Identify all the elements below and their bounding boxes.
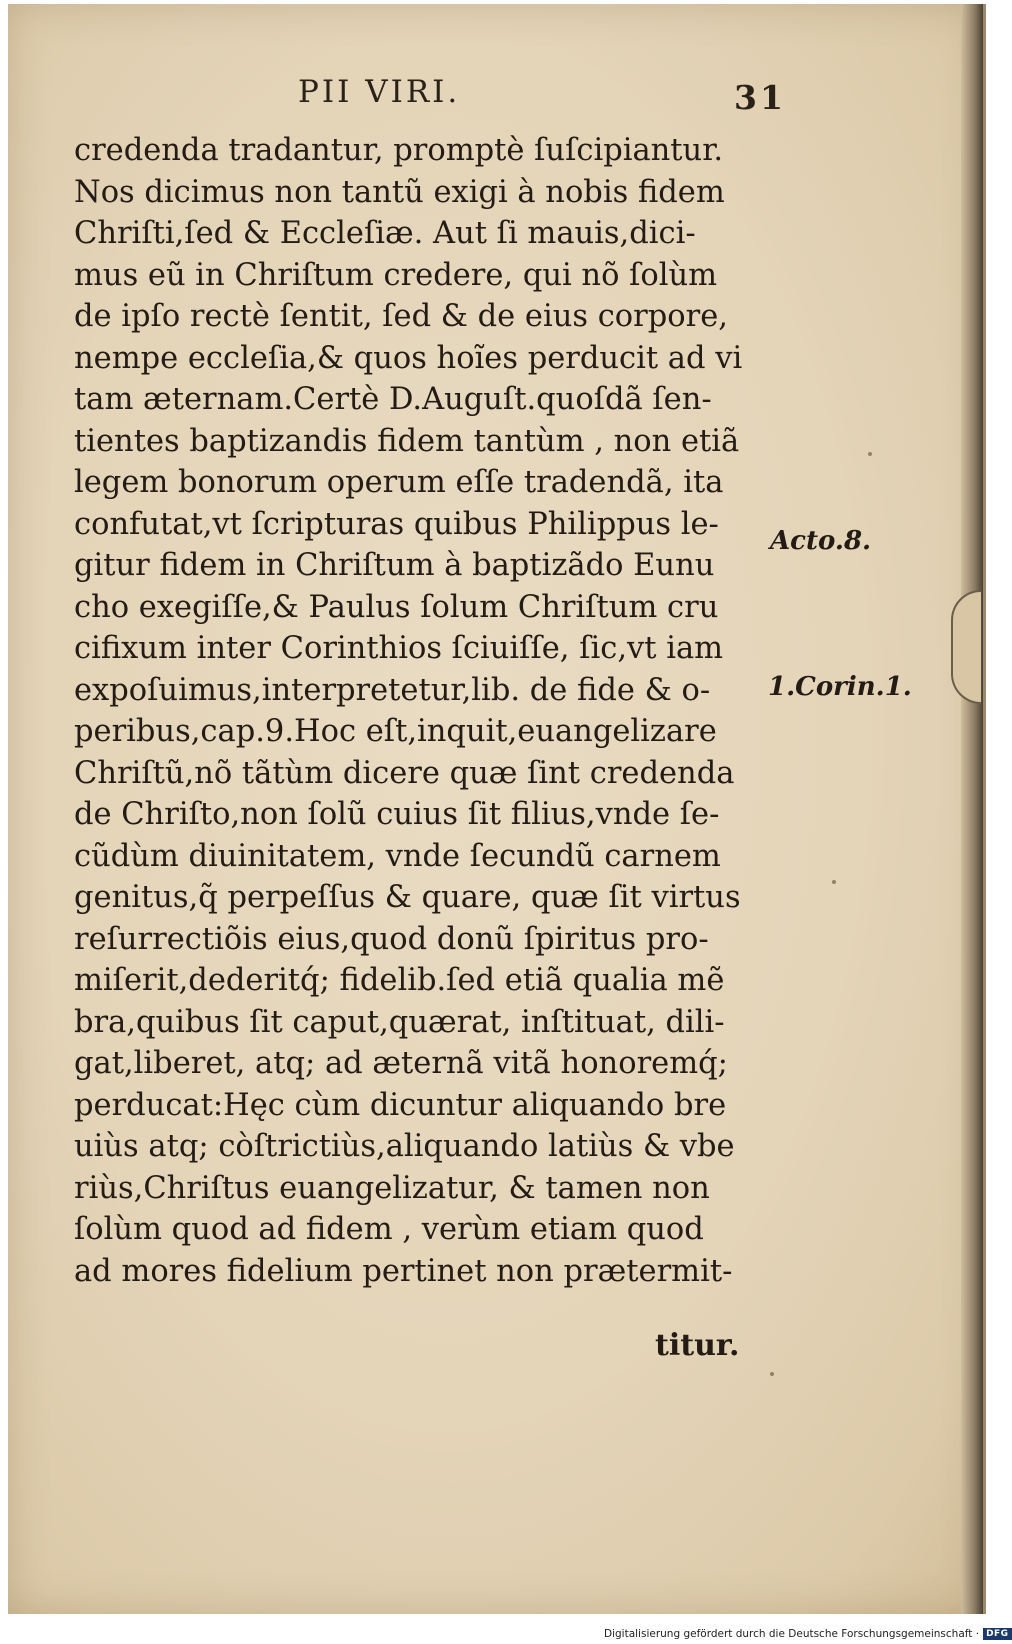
text-line: bra,quibus ſit caput,quærat, inſtituat, dili- <box>74 1004 725 1040</box>
text-line: riùs,Chriſtus euangelizatur, & tamen non <box>74 1170 710 1206</box>
page-edge <box>961 4 983 1614</box>
text-line: cifixum inter Corinthios ſciuiſſe, ſic,vt iam <box>74 631 724 666</box>
text-line: cũdùm diuinitatem, vnde ſecundũ carnem <box>74 838 721 874</box>
text-line: miſerit,dederitq́; fidelib.ſed etiã qualia mẽ <box>74 963 725 998</box>
text-line: reſurrectiõis eius,quod donũ ſpiritus pro- <box>74 921 709 957</box>
text-line: cho exegiſſe,& Paulus ſolum Chriſtum cru <box>74 589 719 625</box>
ink-speck <box>770 1372 774 1376</box>
margin-note-corinthians: 1.Corin.1. <box>768 672 912 702</box>
digitization-footer <box>604 1626 1012 1642</box>
text-line: genitus,q̃ perpeſſus & quare, quæ ſit virtus <box>74 880 741 915</box>
catchword: titur. <box>655 1328 740 1363</box>
footer-text: Digitalisierung gefördert durch die Deutsche Forschungsgemeinschaft · <box>604 1628 980 1640</box>
dfg-logo: DFG <box>983 1628 1012 1640</box>
text-line: confutat,vt ſcripturas quibus Philippus le- <box>74 506 719 542</box>
ink-speck <box>868 452 872 456</box>
text-line: mus eũ in Chriſtum credere, qui nõ ſolùm <box>74 257 718 293</box>
page-tab-notch <box>951 590 981 704</box>
margin-note-acts: Acto.8. <box>770 526 872 556</box>
body-text <box>74 130 760 1292</box>
text-line: de ipſo rectè ſentit, ſed & de eius corpore, <box>74 299 728 334</box>
text-line: expoſuimus,interpretetur,lib. de fide & o- <box>74 672 711 708</box>
text-line: gitur fidem in Chriſtum à baptizãdo Eunu <box>74 548 715 583</box>
text-line: uiùs atq; còſtrictiùs,aliquando latiùs & vbe <box>74 1129 735 1164</box>
text-line: nempe eccleſia,& quos hoĩes perducit ad vi <box>74 340 743 376</box>
text-line: ad mores fidelium pertinet non prætermit- <box>74 1253 733 1289</box>
text-line: Chriſtũ,nõ tãtùm dicere quæ ſint credenda <box>74 755 735 791</box>
text-line: gat,liberet, atq; ad æternã vitã honoremq́; <box>74 1046 728 1081</box>
text-line: Chriſti,ſed & Eccleſiæ. Aut ſi mauis,dici- <box>74 216 696 251</box>
text-line: peribus,cap.9.Hoc eſt,inquit,euangelizare <box>74 714 717 749</box>
text-line: Nos dicimus non tantũ exigi à nobis fidem <box>74 174 725 210</box>
text-line: tientes baptizandis fidem tantùm , non etiã <box>74 423 740 459</box>
text-line: credenda tradantur, promptè ſuſcipiantur. <box>74 133 724 168</box>
text-line: tam æternam.Certè D.Auguſt.quoſdã ſen- <box>74 382 712 417</box>
ink-speck <box>832 880 836 884</box>
page-header <box>298 68 786 128</box>
running-title: PII VIRI. <box>298 74 461 110</box>
text-line: legem bonorum operum eſſe tradendã, ita <box>74 465 724 500</box>
page-number: 31 <box>734 78 786 117</box>
text-line: perducat:Hęc cùm dicuntur aliquando bre <box>74 1087 727 1123</box>
text-line: de Chriſto,non ſolũ cuius ſit filius,vnde ſe- <box>74 797 720 832</box>
text-line: ſolùm quod ad fidem , verùm etiam quod <box>74 1212 704 1247</box>
